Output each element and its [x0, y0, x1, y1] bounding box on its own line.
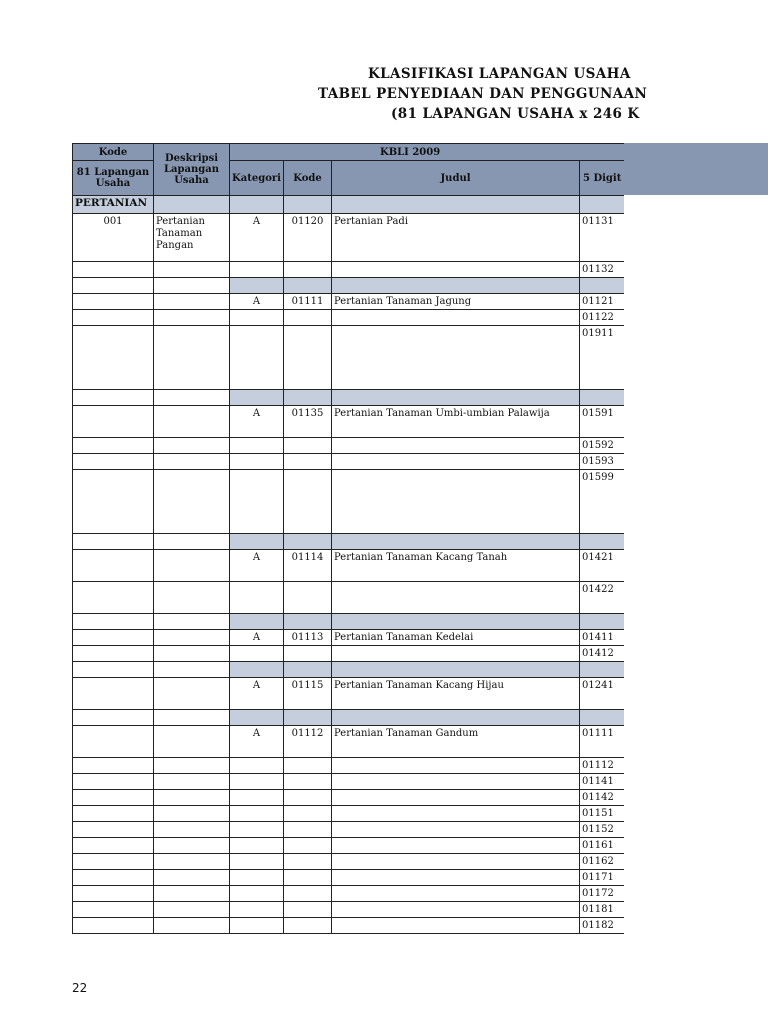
- section-row: [73, 196, 625, 214]
- table-row: [73, 886, 625, 902]
- group-head-row: [73, 406, 625, 438]
- judul-cell: Pertanian Tanaman Kacang Hijau: [332, 678, 580, 710]
- group-head-row: [73, 294, 625, 310]
- judul-cell: Pertanian Tanaman Jagung: [332, 294, 580, 310]
- table-row: [73, 902, 625, 918]
- header-band-extension: [624, 143, 768, 195]
- group-separator-row: [73, 614, 625, 630]
- header-kategori: Kategori: [230, 161, 284, 196]
- page-number: 22: [72, 981, 88, 995]
- group-head-row: [73, 678, 625, 710]
- title-line-2: TABEL PENYEDIAAN DAN PENGGUNAAN: [318, 86, 648, 102]
- digit-code-cell: 01172: [580, 886, 625, 902]
- table-row: [73, 758, 625, 774]
- digit-code-cell: 01422: [580, 582, 625, 614]
- digit-code-cell: 01151: [580, 806, 625, 822]
- digit-code-cell: 01593: [580, 454, 625, 470]
- table-row: [73, 438, 625, 454]
- table-row: [73, 326, 625, 390]
- header-deskripsi: Deskripsi Lapangan Usaha: [154, 144, 230, 196]
- judul-cell: Pertanian Tanaman Gandum: [332, 726, 580, 758]
- digit-code-cell: 01411: [580, 630, 625, 646]
- table-row: [73, 646, 625, 662]
- kbli-code-cell: 01114: [284, 550, 332, 582]
- digit-code-cell: 01412: [580, 646, 625, 662]
- kategori-cell: A: [230, 630, 284, 646]
- group-separator-row: [73, 710, 625, 726]
- classification-table: [72, 143, 624, 934]
- digit-code-cell: 01181: [580, 902, 625, 918]
- digit-code-cell: 01142: [580, 790, 625, 806]
- kategori-cell: A: [230, 550, 284, 582]
- table-viewport: [72, 143, 624, 963]
- judul-cell: Pertanian Tanaman Kacang Tanah: [332, 550, 580, 582]
- header-kode: Kode: [73, 144, 154, 161]
- digit-code-cell: 01162: [580, 854, 625, 870]
- table-row: [73, 838, 625, 854]
- title-line-1: KLASIFIKASI LAPANGAN USAHA: [368, 66, 631, 82]
- group-head-row: [73, 550, 625, 582]
- digit-code-cell: 01161: [580, 838, 625, 854]
- digit-code-cell: 01111: [580, 726, 625, 758]
- table-row: [73, 774, 625, 790]
- digit-code-cell: 01592: [580, 438, 625, 454]
- lapangan-usaha-code: 001: [73, 214, 154, 262]
- group-separator-row: [73, 390, 625, 406]
- digit-code-cell: 01911: [580, 326, 625, 390]
- digit-code-cell: 01122: [580, 310, 625, 326]
- table-row: [73, 822, 625, 838]
- digit-code-cell: 01132: [580, 262, 625, 278]
- table-row: [73, 454, 625, 470]
- group-separator-row: [73, 662, 625, 678]
- table-row: [73, 918, 625, 934]
- kbli-code-cell: 01120: [284, 214, 332, 262]
- kbli-code-cell: 01113: [284, 630, 332, 646]
- judul-cell: Pertanian Padi: [332, 214, 580, 262]
- group-head-row: [73, 214, 625, 262]
- digit-code-cell: 01171: [580, 870, 625, 886]
- judul-cell: Pertanian Tanaman Umbi-umbian Palawija: [332, 406, 580, 438]
- table-row: [73, 310, 625, 326]
- digit-code-cell: 01121: [580, 294, 625, 310]
- table-row: [73, 870, 625, 886]
- kategori-cell: A: [230, 294, 284, 310]
- group-separator-row: [73, 278, 625, 294]
- kategori-cell: A: [230, 214, 284, 262]
- judul-cell: Pertanian Tanaman Kedelai: [332, 630, 580, 646]
- kategori-cell: A: [230, 406, 284, 438]
- table-row: [73, 806, 625, 822]
- table-row: [73, 790, 625, 806]
- digit-code-cell: 01591: [580, 406, 625, 438]
- title-line-3: (81 LAPANGAN USAHA x 246 K: [391, 106, 640, 122]
- table-row: [73, 854, 625, 870]
- kbli-code-cell: 01135: [284, 406, 332, 438]
- kategori-cell: A: [230, 726, 284, 758]
- table-row: [73, 470, 625, 534]
- kbli-code-cell: 01111: [284, 294, 332, 310]
- kbli-code-cell: 01112: [284, 726, 332, 758]
- digit-code-cell: 01152: [580, 822, 625, 838]
- digit-code-cell: 01599: [580, 470, 625, 534]
- group-separator-row: [73, 534, 625, 550]
- digit-code-cell: 01141: [580, 774, 625, 790]
- header-judul: Judul: [332, 161, 580, 196]
- header-lapangan-usaha: 81 Lapangan Usaha: [73, 161, 154, 196]
- kbli-code-cell: 01115: [284, 678, 332, 710]
- digit-code-cell: 01131: [580, 214, 625, 262]
- digit-code-cell: 01241: [580, 678, 625, 710]
- digit-code-cell: 01112: [580, 758, 625, 774]
- digit-code-cell: 01182: [580, 918, 625, 934]
- group-head-row: [73, 726, 625, 758]
- lapangan-usaha-description: Pertanian Tanaman Pangan: [154, 214, 230, 262]
- table-row: [73, 262, 625, 278]
- header-kbli: KBLI 2009: [230, 144, 625, 161]
- table-row: [73, 582, 625, 614]
- group-head-row: [73, 630, 625, 646]
- kategori-cell: A: [230, 678, 284, 710]
- section-name: PERTANIAN: [73, 196, 154, 214]
- header-kbli-kode: Kode: [284, 161, 332, 196]
- digit-code-cell: 01421: [580, 550, 625, 582]
- header-5-digit: 5 Digit: [580, 161, 625, 196]
